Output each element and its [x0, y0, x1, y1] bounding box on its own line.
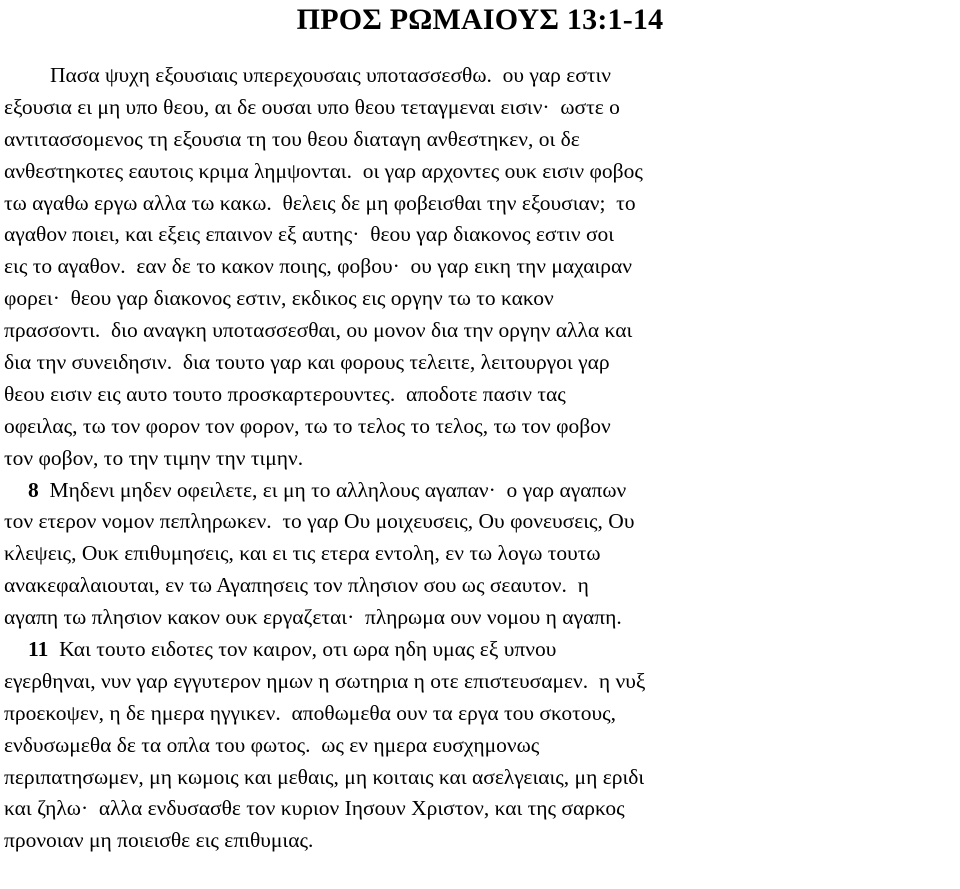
paragraph: [4, 475, 956, 634]
text-line: [4, 634, 956, 666]
text-line: [4, 92, 956, 124]
paragraph: [4, 60, 956, 475]
text-line: [4, 124, 956, 156]
page-title: ΠΡΟΣ ΡΩΜΑΙΟΥΣ 13:1-14: [296, 3, 664, 36]
text-line: [4, 315, 956, 347]
line-text: προνοιαν μη ποιεισθε εις επιθυμιας.: [4, 828, 314, 853]
document-page: [4, 0, 956, 857]
verse-number: 11: [28, 637, 49, 662]
line-text: δια την συνειδησιν. δια τουτο γαρ και φορους τελειτε, λειτουργοι γαρ: [4, 350, 610, 375]
text-line: [4, 602, 956, 634]
line-text: τω αγαθω εργω αλλα τω κακω. θελεις δε μη φοβεισθαι την εξουσιαν; το: [4, 190, 636, 215]
document-body: [4, 60, 956, 857]
line-text: αγαπη τω πλησιον κακον ουκ εργαζεται· πληρωμα ουν νομου η αγαπη.: [4, 605, 622, 630]
line-text: προεκοψεν, η δε ημερα ηγγικεν. αποθωμεθα ουν τα εργα του σκοτους,: [4, 700, 617, 725]
text-line: [4, 347, 956, 379]
text-line: [4, 666, 956, 698]
text-line: [4, 60, 956, 92]
line-text: και ζηλω· αλλα ενδυσασθε τον κυριον Ιησουν Χριστον, και της σαρκος: [4, 796, 625, 821]
text-line: [4, 793, 956, 825]
line-text: ανακεφαλαιουται, εν τω Αγαπησεις τον πλησιον σου ως σεαυτον. η: [4, 573, 589, 598]
verse-number: 8: [28, 477, 39, 502]
text-line: [4, 156, 956, 188]
line-text: Μηδενι μηδεν οφειλετε, ει μη το αλληλους αγαπαν· ο γαρ αγαπων: [49, 477, 627, 502]
text-line: [4, 762, 956, 794]
line-text: αντιτασσομενος τη εξουσια τη του θεου διαταγη ανθεστηκεν, οι δε: [4, 126, 580, 151]
text-line: [4, 825, 956, 857]
line-text: ενδυσωμεθα δε τα οπλα του φωτος. ως εν ημερα ευσχημονως: [4, 732, 540, 757]
text-line: [4, 570, 956, 602]
line-text: τον φοβον, το την τιμην την τιμην.: [4, 445, 304, 470]
text-line: [4, 188, 956, 220]
text-line: [4, 219, 956, 251]
line-text: περιπατησωμεν, μη κωμοις και μεθαις, μη κοιταις και ασελγειαις, μη εριδι: [4, 764, 645, 789]
line-text: Και τουτο ειδοτες τον καιρον, οτι ωρα ηδη υμας εξ υπνου: [59, 637, 557, 662]
text-line: [4, 506, 956, 538]
text-line: [4, 475, 956, 507]
line-text: φορει· θεου γαρ διακονος εστιν, εκδικος εις οργην τω το κακον: [4, 286, 554, 311]
text-line: [4, 283, 956, 315]
line-text: πρασσοντι. διο αναγκη υποτασσεσθαι, ου μονον δια την οργην αλλα και: [4, 318, 633, 343]
line-text: Πασα ψυχη εξουσιαις υπερεχουσαις υποτασσεσθω. ου γαρ εστιν: [50, 63, 612, 87]
line-text: οφειλας, τω τον φορον τον φορον, τω το τελος το τελος, τω τον φοβον: [4, 413, 611, 438]
text-line: [4, 411, 956, 443]
text-line: [4, 698, 956, 730]
line-text: ανθεστηκοτες εαυτοις κριμα λημψονται. οι γαρ αρχοντες ουκ εισιν φοβος: [4, 158, 643, 183]
text-line: [4, 443, 956, 475]
text-line: [4, 538, 956, 570]
text-line: [4, 730, 956, 762]
line-text: κλεψεις, Ουκ επιθυμησεις, και ει τις ετερα εντολη, εν τω λογω τουτω: [4, 541, 601, 566]
line-text: τον ετερον νομον πεπληρωκεν. το γαρ Ου μοιχευσεις, Ου φονευσεις, Ου: [4, 509, 635, 534]
text-line: [4, 379, 956, 411]
line-text: εγερθηναι, νυν γαρ εγγυτερον ημων η σωτηρια η οτε επιστευσαμεν. η νυξ: [4, 668, 646, 693]
line-text: θεου εισιν εις αυτο τουτο προσκαρτερουντες. αποδοτε πασιν τας: [4, 381, 566, 406]
line-text: εξουσια ει μη υπο θεου, αι δε ουσαι υπο θεου τεταγμεναι εισιν· ωστε ο: [4, 94, 620, 119]
paragraph: [4, 634, 956, 857]
text-line: [4, 251, 956, 283]
line-text: αγαθον ποιει, και εξεις επαινον εξ αυτης· θεου γαρ διακονος εστιν σοι: [4, 222, 615, 247]
line-text: εις το αγαθον. εαν δε το κακον ποιης, φοβου· ου γαρ εικη την μαχαιραν: [4, 254, 633, 279]
